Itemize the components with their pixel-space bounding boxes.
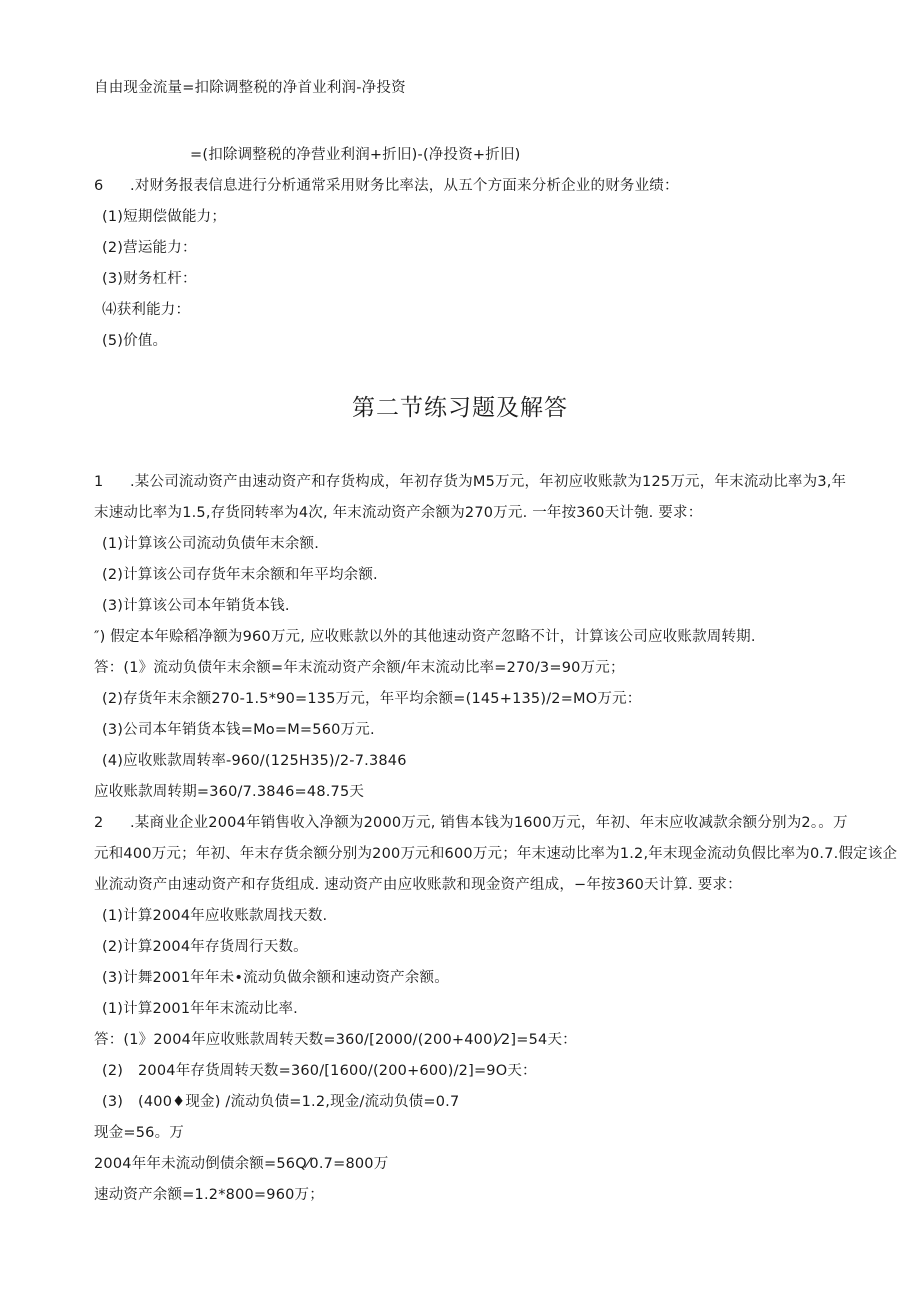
q2-answer: 现金=56。万 [94,1125,184,1141]
q2-answer-text: 2004年存货周转天数=360/[1600/(200+600)/2]=9O天： [138,1063,537,1079]
ability-item: (2)营运能力： [102,240,197,256]
q2-statement-line2: 元和400万元；年初、年末存货余额分别为200万元和600万元；年末速动比率为1.2,年末现金流动负假比率为0.7.假定该企 [94,846,898,862]
q2-answer-number: (3) [102,1094,124,1110]
q2-answer-text: (400♦现金) /流动负债=1.2,现金/流动负债=0.7 [138,1094,460,1110]
ability-item: ⑷获利能力： [102,302,191,318]
q2-requirement: (1)计算2001年年末流动比率. [102,1001,298,1017]
q2-text: .某商业企业2004年销售收入净额为2000万元, 销售本钱为1600万元，年初、年末应收减款余额分别为2。。万 [130,815,848,831]
q1-requirement: (2)计算该公司存货年末余额和年平均余额. [102,567,378,583]
q2-answer: 2004年年未流动倒债余额=56Q⁄0.7=800万 [94,1156,389,1172]
q1-answer: (2)存货年末余额270-1.5*90=135万元，年平均余额=(145+135)/2=MO万元： [102,691,642,707]
fcf-formula-line2: =(扣除调整税的净营业利润+折旧)-(净投资+折旧) [190,147,521,163]
q1-answer: 应收账款周转期=360/7.3846=48.75天 [94,784,365,800]
ability-item: (5)价值。 [102,333,168,349]
q1-answer: 答：(1》流动负债年末余额=年末流动资产余额/年末流动比率=270/3=90万元； [94,660,625,676]
q1-statement-line2: 末速动比率为1.5,存货冏转率为4次, 年末流动资产余额为270万元. 一年按360天计匏. 要求： [94,505,703,521]
q1-requirement: ″) 假定本年赊稻净额为960万元, 应收账款以外的其他速动资产忽略不计，计算该公司应收账款周转期. [94,629,756,645]
q1-number: 1 [94,474,104,490]
q1-requirement: (1)计算该公司流动负债年末余额. [102,536,320,552]
fcf-formula-line1: 自由现金流量=扣除调整税的净首业利润-净投资 [94,80,406,96]
q2-requirement: (3)计舞2001年年未•流动负做余额和速动资产余额。 [102,970,449,986]
q2-requirement: (1)计算2004年应收账款周找天数. [102,908,328,924]
q2-answer: 答：(1》2004年应收账款周转天数=360/[2000/(200+400)⁄2]=54天： [94,1032,577,1048]
q1-requirement: (3)计算该公司本年销货本钱. [102,598,290,614]
item6-paragraph [94,176,679,196]
q2-answer [102,1092,459,1112]
ability-item: (3)财务杠杆： [102,271,197,287]
q1-statement-line1 [94,472,846,492]
item6-text: .对财务报表信息进行分析通常采用财务比率法，从五个方面来分析企业的财务业绩： [130,178,679,194]
q1-answer: (4)应收账款周转率-960/(125H35)/2-7.3846 [102,753,407,769]
q2-statement-line1 [94,813,848,833]
q2-requirement: (2)计算2004年存货周行天数。 [102,939,308,955]
item6-number: 6 [94,178,104,194]
ability-item: (1)短期偿做能力； [102,209,227,225]
section-title: 第二节练习题及解答 [352,395,568,421]
q2-answer: 速动资产余额=1.2*800=960万； [94,1187,324,1203]
q2-number: 2 [94,815,104,831]
q2-statement-line3: 业流动资产由速动资产和存货组成. 速动资产由应收账款和现金资产组成，−年按360天计算. 要求： [94,877,742,893]
q2-answer-number: (2) [102,1063,124,1079]
q2-answer [102,1061,537,1081]
q1-answer: (3)公司本年销货本钱=Mo=M=560万元. [102,722,375,738]
q1-text: .某公司流动资产由速动资产和存货构成，年初存货为M5万元，年初应收账款为125万元，年末流动比率为3,年 [130,474,847,490]
